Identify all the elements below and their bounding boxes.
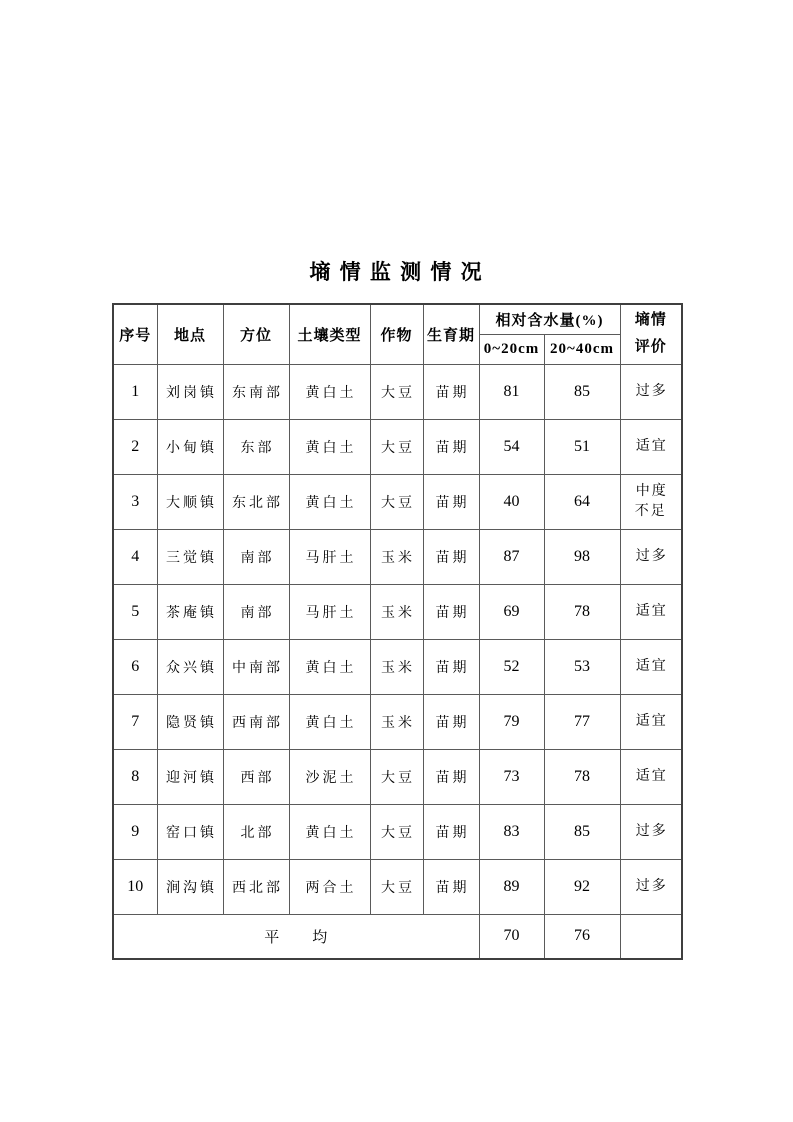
cell-stage: 苗期 bbox=[423, 859, 479, 914]
col-header-no: 序号 bbox=[113, 304, 157, 364]
average-water-0-20: 70 bbox=[479, 914, 544, 959]
page-title: 墒 情 监 测 情 况 bbox=[309, 260, 484, 284]
cell-no: 4 bbox=[113, 529, 157, 584]
cell-direction: 中南部 bbox=[223, 639, 289, 694]
cell-water-0-20: 79 bbox=[479, 694, 544, 749]
table-row bbox=[113, 639, 682, 694]
cell-water-0-20: 87 bbox=[479, 529, 544, 584]
cell-stage: 苗期 bbox=[423, 474, 479, 529]
cell-stage: 苗期 bbox=[423, 364, 479, 419]
col-header-moisture-eval-line1: 墒情 bbox=[634, 312, 667, 329]
table-row bbox=[113, 474, 682, 529]
cell-soil: 马肝土 bbox=[289, 584, 370, 639]
cell-town: 众兴镇 bbox=[157, 639, 223, 694]
table-row bbox=[113, 529, 682, 584]
cell-town: 涧沟镇 bbox=[157, 859, 223, 914]
cell-water-20-40: 53 bbox=[544, 639, 620, 694]
cell-water-20-40: 85 bbox=[544, 804, 620, 859]
cell-soil: 两合土 bbox=[289, 859, 370, 914]
cell-soil: 黄白土 bbox=[289, 694, 370, 749]
cell-town: 隐贤镇 bbox=[157, 694, 223, 749]
soil-moisture-table bbox=[112, 303, 683, 960]
cell-crop: 玉米 bbox=[370, 529, 423, 584]
cell-town: 茶庵镇 bbox=[157, 584, 223, 639]
cell-water-0-20: 40 bbox=[479, 474, 544, 529]
cell-water-20-40: 77 bbox=[544, 694, 620, 749]
table-row bbox=[113, 749, 682, 804]
cell-no: 9 bbox=[113, 804, 157, 859]
cell-water-20-40: 92 bbox=[544, 859, 620, 914]
cell-stage: 苗期 bbox=[423, 639, 479, 694]
cell-crop: 玉米 bbox=[370, 584, 423, 639]
col-header-growth-stage: 生育期 bbox=[423, 304, 479, 364]
cell-stage: 苗期 bbox=[423, 584, 479, 639]
cell-evaluation: 适宜 bbox=[620, 584, 682, 639]
cell-crop: 大豆 bbox=[370, 749, 423, 804]
table-row bbox=[113, 584, 682, 639]
cell-soil: 黄白土 bbox=[289, 639, 370, 694]
cell-water-0-20: 54 bbox=[479, 419, 544, 474]
col-header-soil-type: 土壤类型 bbox=[289, 304, 370, 364]
cell-direction: 南部 bbox=[223, 529, 289, 584]
cell-soil: 马肝土 bbox=[289, 529, 370, 584]
col-header-depth-0-20: 0~20cm bbox=[479, 334, 544, 364]
cell-direction: 西南部 bbox=[223, 694, 289, 749]
cell-town: 小甸镇 bbox=[157, 419, 223, 474]
cell-stage: 苗期 bbox=[423, 694, 479, 749]
cell-soil: 黄白土 bbox=[289, 474, 370, 529]
cell-evaluation: 过多 bbox=[620, 364, 682, 419]
cell-crop: 玉米 bbox=[370, 694, 423, 749]
cell-water-20-40: 78 bbox=[544, 749, 620, 804]
cell-evaluation: 适宜 bbox=[620, 694, 682, 749]
col-header-location: 地点 bbox=[157, 304, 223, 364]
cell-stage: 苗期 bbox=[423, 749, 479, 804]
cell-town: 窑口镇 bbox=[157, 804, 223, 859]
cell-direction: 东部 bbox=[223, 419, 289, 474]
cell-crop: 大豆 bbox=[370, 419, 423, 474]
cell-direction: 西北部 bbox=[223, 859, 289, 914]
cell-no: 7 bbox=[113, 694, 157, 749]
cell-town: 大顺镇 bbox=[157, 474, 223, 529]
cell-town: 刘岗镇 bbox=[157, 364, 223, 419]
cell-no: 1 bbox=[113, 364, 157, 419]
col-header-depth-20-40: 20~40cm bbox=[544, 334, 620, 364]
cell-water-20-40: 64 bbox=[544, 474, 620, 529]
table-row bbox=[113, 419, 682, 474]
cell-water-0-20: 89 bbox=[479, 859, 544, 914]
cell-soil: 黄白土 bbox=[289, 364, 370, 419]
cell-direction: 东北部 bbox=[223, 474, 289, 529]
cell-no: 3 bbox=[113, 474, 157, 529]
cell-crop: 大豆 bbox=[370, 859, 423, 914]
cell-water-0-20: 52 bbox=[479, 639, 544, 694]
cell-town: 三觉镇 bbox=[157, 529, 223, 584]
cell-water-0-20: 69 bbox=[479, 584, 544, 639]
cell-direction: 东南部 bbox=[223, 364, 289, 419]
col-header-direction: 方位 bbox=[223, 304, 289, 364]
cell-no: 2 bbox=[113, 419, 157, 474]
col-header-moisture-eval-line2: 评价 bbox=[634, 339, 667, 356]
table-row bbox=[113, 364, 682, 419]
col-header-water-content-group: 相对含水量(%) bbox=[479, 304, 620, 334]
cell-water-20-40: 98 bbox=[544, 529, 620, 584]
cell-crop: 大豆 bbox=[370, 804, 423, 859]
cell-water-0-20: 73 bbox=[479, 749, 544, 804]
cell-crop: 大豆 bbox=[370, 474, 423, 529]
cell-no: 6 bbox=[113, 639, 157, 694]
cell-water-0-20: 81 bbox=[479, 364, 544, 419]
cell-crop: 大豆 bbox=[370, 364, 423, 419]
col-header-moisture-eval bbox=[620, 304, 682, 364]
average-water-20-40: 76 bbox=[544, 914, 620, 959]
cell-no: 10 bbox=[113, 859, 157, 914]
cell-water-20-40: 78 bbox=[544, 584, 620, 639]
cell-evaluation: 中度不足 bbox=[620, 474, 682, 529]
cell-water-0-20: 83 bbox=[479, 804, 544, 859]
cell-soil: 黄白土 bbox=[289, 804, 370, 859]
cell-evaluation: 适宜 bbox=[620, 749, 682, 804]
table-row bbox=[113, 804, 682, 859]
cell-crop: 玉米 bbox=[370, 639, 423, 694]
cell-stage: 苗期 bbox=[423, 804, 479, 859]
cell-evaluation: 适宜 bbox=[620, 419, 682, 474]
cell-no: 8 bbox=[113, 749, 157, 804]
table-row bbox=[113, 859, 682, 914]
cell-evaluation: 过多 bbox=[620, 859, 682, 914]
cell-water-20-40: 51 bbox=[544, 419, 620, 474]
table-average-row bbox=[113, 914, 682, 959]
cell-evaluation: 过多 bbox=[620, 529, 682, 584]
cell-soil: 沙泥土 bbox=[289, 749, 370, 804]
cell-water-20-40: 85 bbox=[544, 364, 620, 419]
average-label: 平 均 bbox=[113, 914, 479, 959]
cell-soil: 黄白土 bbox=[289, 419, 370, 474]
cell-town: 迎河镇 bbox=[157, 749, 223, 804]
cell-no: 5 bbox=[113, 584, 157, 639]
cell-stage: 苗期 bbox=[423, 529, 479, 584]
table-row bbox=[113, 694, 682, 749]
cell-direction: 南部 bbox=[223, 584, 289, 639]
table-header-row bbox=[113, 304, 682, 334]
cell-direction: 西部 bbox=[223, 749, 289, 804]
cell-evaluation: 适宜 bbox=[620, 639, 682, 694]
cell-direction: 北部 bbox=[223, 804, 289, 859]
col-header-crop: 作物 bbox=[370, 304, 423, 364]
average-evaluation bbox=[620, 914, 682, 959]
cell-stage: 苗期 bbox=[423, 419, 479, 474]
cell-evaluation: 过多 bbox=[620, 804, 682, 859]
